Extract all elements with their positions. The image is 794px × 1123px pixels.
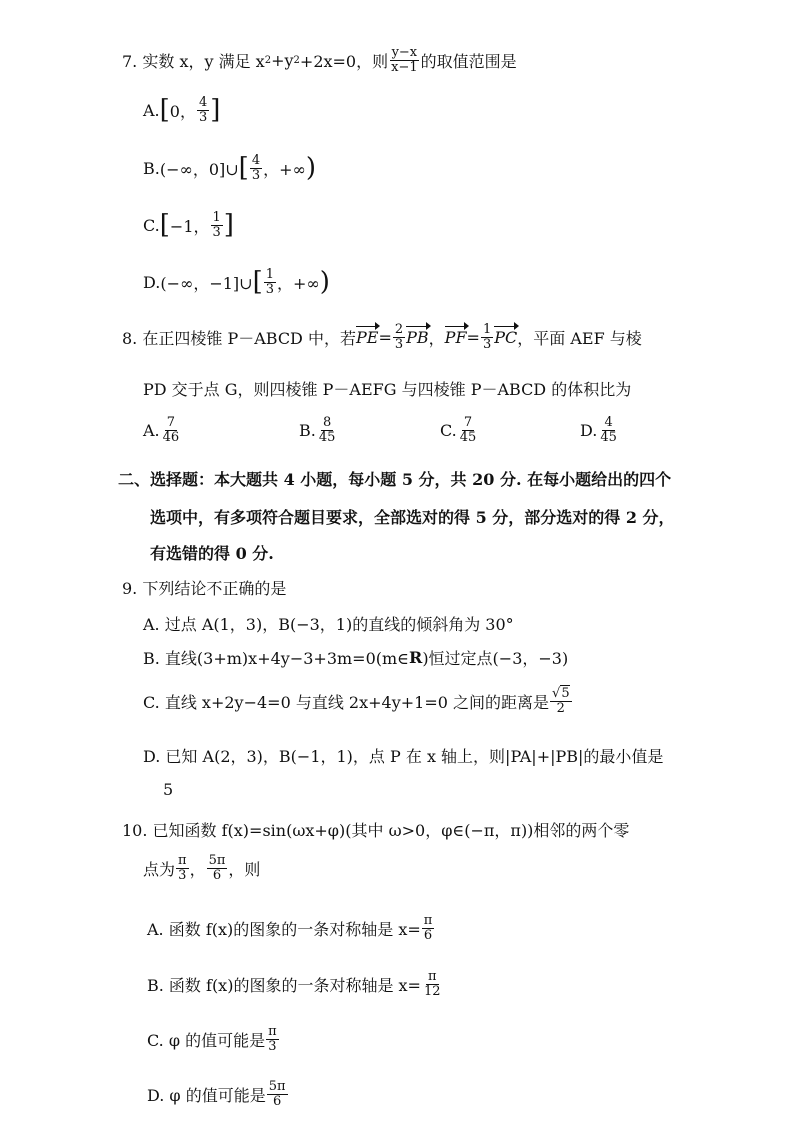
q7-option-b[interactable]: B. (−∞，0]∪ [ $\frac{4}{3}$ ，+∞ ) <box>143 153 316 184</box>
q10-option-d[interactable]: D. φ 的值可能是 $\frac{5\pi}{6}$ <box>147 1079 286 1109</box>
q9-option-c[interactable]: C. 直线 x+2y−4=0 与直线 2x+4y+1=0 之间的距离是 $\frac{√5}{2}$ <box>143 686 570 716</box>
q7-option-a[interactable]: A. [ 0， $\frac{4}{3}$ ] <box>143 95 221 126</box>
section2-line2: 选项中，有多项符合题目要求，全部选对的得 5 分，部分选对的得 2 分， <box>150 508 675 527</box>
q10-stem-line1: 10. 已知函数 f(x)=sin(ωx+φ)(其中 ω>0，φ∈(−π，π))相邻的两个零 <box>122 821 630 840</box>
q9-option-d-cont: 5 <box>163 780 174 799</box>
q10-option-c[interactable]: C. φ 的值可能是 $\frac{\pi}{3}$ <box>147 1024 277 1054</box>
section2-line1: 二、选择题：本大题共 4 小题，每小题 5 分，共 20 分. 在每小题给出的四个 <box>118 470 672 489</box>
q7-fraction: $\frac{y-x}{x-1}$ <box>391 45 418 75</box>
q7-option-c[interactable]: C. [ −1， $\frac{1}{3}$ ] <box>143 210 234 241</box>
q8-option-d[interactable]: D. $\frac{4}{45}$ <box>580 415 617 445</box>
q7-stem: 7. 实数 x，y 满足 x 2 +y 2 +2x=0，则 $\frac{y-x}{x-1}$ 的取值范围是 <box>122 45 517 75</box>
q7-option-d[interactable]: D. (−∞，−1]∪ [ $\frac{1}{3}$ ，+∞ ) <box>143 267 330 298</box>
q8-stem-line1: 8. 在正四棱锥 P－ABCD 中，若 PE = $\frac{2}{3}$ PB ， PF = $\frac{1}{3}$ PC ，平面 AEF 与棱 <box>122 322 642 352</box>
section2-line3: 有选错的得 0 分. <box>150 544 274 563</box>
q9-option-b[interactable]: B. 直线(3+m)x+4y−3+3m=0(m∈ R )恒过定点(−3，−3) <box>143 648 569 668</box>
q8-option-c[interactable]: C. $\frac{7}{45}$ <box>440 415 477 445</box>
q10-stem-line2: 点为 $\frac{\pi}{3}$ ， $\frac{5\pi}{6}$ ，则 <box>143 853 261 883</box>
q8-stem-line2: PD 交于点 G，则四棱锥 P－AEFG 与四棱锥 P－ABCD 的体积比为 <box>143 380 632 399</box>
q9-option-d[interactable]: D. 已知 A(2，3)，B(−1，1)，点 P 在 x 轴上，则|PA|+|PB|的最小值是 <box>143 747 664 766</box>
q9-option-a[interactable]: A. 过点 A(1，3)，B(−3，1)的直线的倾斜角为 30° <box>143 615 514 634</box>
q9-stem: 9. 下列结论不正确的是 <box>122 579 287 598</box>
q10-option-a[interactable]: A. 函数 f(x)的图象的一条对称轴是 x= $\frac{\pi}{6}$ <box>147 913 433 943</box>
q8-option-a[interactable]: A. $\frac{7}{46}$ <box>143 415 180 445</box>
q10-option-b[interactable]: B. 函数 f(x)的图象的一条对称轴是 x= $\frac{\pi}{12}$ <box>147 969 441 999</box>
q8-option-b[interactable]: B. $\frac{8}{45}$ <box>299 415 336 445</box>
